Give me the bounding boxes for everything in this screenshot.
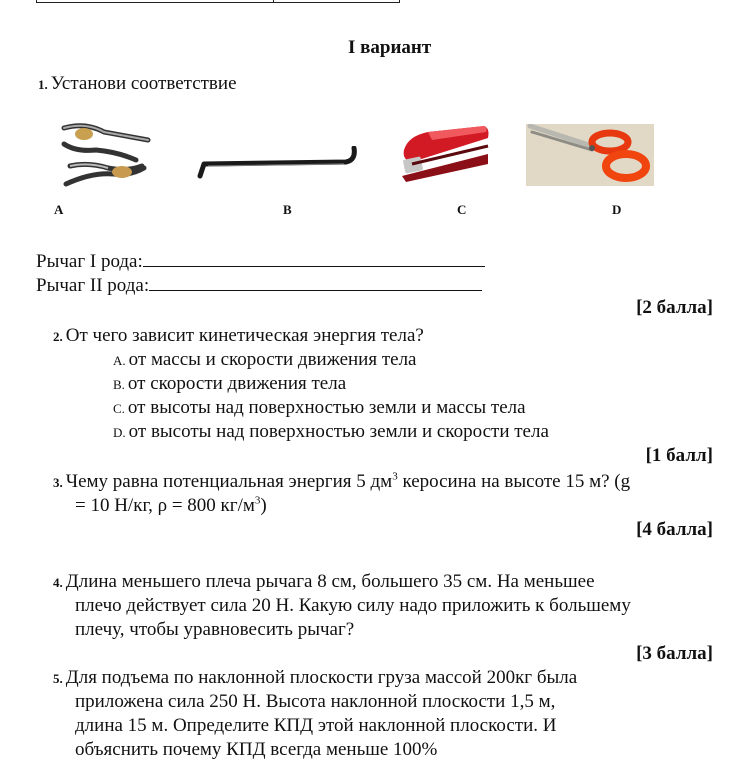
question-text-line1: Для подъема по наклонной плоскости груза массой 200кг была — [65, 667, 578, 688]
question-text-line2-end: ) — [260, 495, 267, 516]
q3-score: [4 балла] — [636, 519, 713, 540]
question-4-line3: плечу, чтобы уравновесить рычаг? — [75, 619, 355, 640]
figure-label-d: D — [612, 202, 622, 217]
lever-first-kind-label: Рычаг I рода: — [36, 251, 143, 272]
figure-label-a: A — [54, 202, 64, 217]
question-number: 3. — [53, 475, 63, 490]
question-number: 2. — [53, 329, 63, 344]
question-4 — [53, 570, 595, 595]
stapler-icon — [398, 124, 492, 182]
lever-second-kind-blank[interactable] — [149, 272, 482, 291]
question-number: 1. — [38, 77, 48, 92]
question-text-line1-end: керосина на высоте 15 м? (g — [397, 471, 631, 492]
superscript: 3 — [254, 494, 261, 507]
lever-second-kind-label: Рычаг II рода: — [36, 275, 150, 296]
answer-text: от массы и скорости движения тела — [128, 349, 417, 370]
scissors-icon — [526, 124, 654, 186]
question-5-line4: объяснить почему КПД всегда меньше 100% — [75, 739, 438, 760]
answer-letter: C. — [113, 401, 125, 416]
top-table-fragment — [36, 0, 400, 3]
answer-option-b[interactable] — [113, 372, 346, 397]
answer-option-d[interactable] — [113, 420, 549, 445]
question-5-line2: приложена сила 250 Н. Высота наклонной плоскости 1,5 м, — [75, 691, 556, 712]
answer-text: от скорости движения тела — [127, 373, 347, 394]
answer-option-c[interactable] — [113, 396, 526, 421]
question-number: 4. — [53, 575, 63, 590]
answer-text: от высоты над поверхностью земли и массы тела — [127, 397, 526, 418]
lever-first-kind-blank[interactable] — [143, 248, 485, 267]
q1-score: [2 балла] — [636, 297, 713, 318]
question-text: От чего зависит кинетическая энергия тела? — [65, 325, 424, 346]
figure-label-b: B — [283, 202, 292, 217]
question-3-line2 — [75, 494, 267, 518]
q2-score: [1 балл] — [645, 445, 713, 466]
variant-title: I вариант — [348, 37, 432, 58]
question-text-line2: = 10 Н/кг, ρ = 800 кг/м — [75, 495, 255, 516]
q4-score: [3 балла] — [636, 643, 713, 664]
question-5-line3: длина 15 м. Определите КПД этой наклонной плоскости. И — [75, 715, 557, 736]
answer-letter: B. — [113, 377, 125, 392]
figure-label-c: C — [457, 202, 467, 217]
question-text-line1: Чему равна потенциальная энергия 5 дм — [65, 471, 393, 492]
answer-letter: D. — [113, 425, 126, 440]
crowbar-icon — [196, 146, 362, 180]
answer-letter: A. — [113, 353, 126, 368]
nutcracker-icon — [56, 122, 152, 188]
lever-first-kind-line — [36, 248, 485, 274]
question-number: 5. — [53, 671, 63, 686]
question-text: Установи соответствие — [50, 73, 237, 94]
question-1 — [38, 72, 237, 97]
lever-second-kind-line — [36, 272, 482, 298]
answer-text: от высоты над поверхностью земли и скорости тела — [128, 421, 549, 442]
question-text-line1: Длина меньшего плеча рычага 8 см, большего 35 см. На меньшее — [65, 571, 595, 592]
question-5 — [53, 666, 577, 691]
answer-option-a[interactable] — [113, 348, 417, 373]
question-2 — [53, 324, 424, 349]
question-4-line2: плечо действует сила 20 Н. Какую силу надо приложить к большему — [75, 595, 631, 616]
superscript: 3 — [392, 470, 398, 483]
question-3 — [53, 470, 630, 495]
